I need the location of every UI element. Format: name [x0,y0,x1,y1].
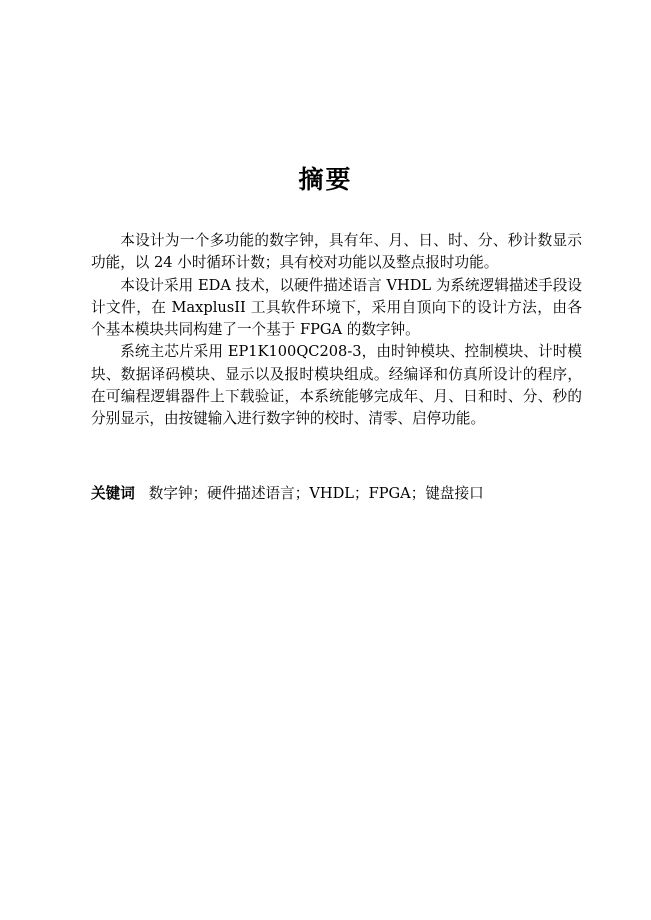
abstract-paragraph-3: 系统主芯片采用 EP1K100QC208-3，由时钟模块、控制模块、计时模块、数据译码模块、显示以及报时模块组成。经编译和仿真所设计的程序，在可编程逻辑器件上下载验证，本系统能够完成年、月、日和时、分、秒的分别显示，由按键输入进行数字钟的校时、清零、启停功能。 [91,343,582,428]
abstract-paragraph-1: 本设计为一个多功能的数字钟，具有年、月、日、时、分、秒计数显示功能，以 24 小时循环计数；具有校对功能以及整点报时功能。 [91,232,582,272]
keywords-line [91,483,582,505]
abstract-body [91,230,582,431]
keywords-label: 关键词 [91,485,135,502]
abstract-title: 摘要 [298,165,353,194]
keywords-text: 数字钟；硬件描述语言；VHDL；FPGA；键盘接口 [148,485,484,502]
abstract-paragraph-2: 本设计采用 EDA 技术，以硬件描述语言 VHDL 为系统逻辑描述手段设计文件，在 MaxplusII 工具软件环境下，采用自顶向下的设计方法，由各个基本模块共同构建了一个基于 FPGA 的数字钟。 [91,276,582,339]
